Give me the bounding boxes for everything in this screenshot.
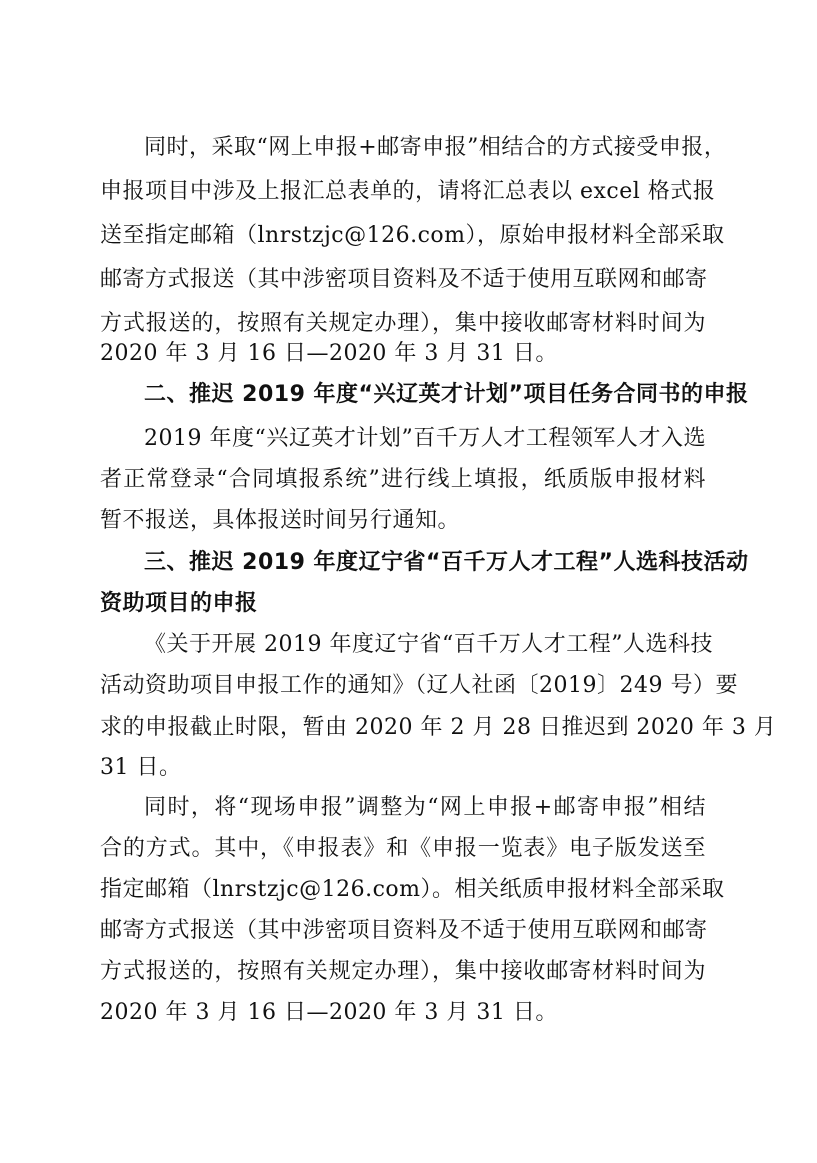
paragraph-line: 2020 年 3 月 16 日—2020 年 3 月 31 日。 — [100, 1000, 558, 1025]
paragraph-line: 2019 年度“兴辽英才计划”百千万人才工程领军人才入选 — [144, 426, 706, 451]
paragraph-line: 求的申报截止时限，暂由 2020 年 2 月 28 日推迟到 2020 年 3 月 — [100, 715, 777, 740]
paragraph-line: 方式报送的，按照有关规定办理），集中接收邮寄材料时间为 — [100, 959, 706, 984]
paragraph-line: 2020 年 3 月 16 日—2020 年 3 月 31 日。 — [100, 341, 558, 366]
paragraph-line: 邮寄方式报送（其中涉密项目资料及不适于使用互联网和邮寄 — [100, 918, 708, 943]
paragraph-line: 者正常登录“合同填报系统”进行线上填报，纸质版申报材料 — [100, 467, 706, 492]
paragraph-line: 《关于开展 2019 年度辽宁省“百千万人才工程”人选科技 — [144, 632, 713, 657]
paragraph-line: 暂不报送，具体报送时间另行通知。 — [100, 508, 461, 533]
paragraph-line: 方式报送的，按照有关规定办理），集中接收邮寄材料时间为 — [100, 311, 706, 336]
paragraph-line: 合的方式。其中，《申报表》和《申报一览表》电子版发送至 — [100, 836, 706, 861]
section-heading: 三、推迟 2019 年度辽宁省“百千万人才工程”人选科技活动 — [144, 550, 749, 575]
paragraph-line: 31 日。 — [100, 755, 182, 780]
paragraph-line: 指定邮箱（lnrstzjc@126.com）。相关纸质申报材料全部采取 — [100, 877, 725, 902]
paragraph-line: 送至指定邮箱（lnrstzjc@126.com），原始申报材料全部采取 — [100, 223, 725, 248]
paragraph-line: 邮寄方式报送（其中涉密项目资料及不适于使用互联网和邮寄 — [100, 267, 708, 292]
paragraph-line: 同时，将“现场申报”调整为“网上申报+邮寄申报”相结 — [144, 795, 706, 820]
paragraph-line: 活动资助项目申报工作的通知》（辽人社函〔2019〕249 号）要 — [100, 673, 738, 698]
paragraph-line: 同时，采取“网上申报+邮寄申报”相结合的方式接受申报， — [144, 135, 727, 160]
section-heading: 二、推迟 2019 年度“兴辽英才计划”项目任务合同书的申报 — [144, 382, 749, 407]
paragraph-line: 申报项目中涉及上报汇总表单的，请将汇总表以 excel 格式报 — [100, 179, 716, 204]
section-heading: 资助项目的申报 — [100, 591, 258, 616]
